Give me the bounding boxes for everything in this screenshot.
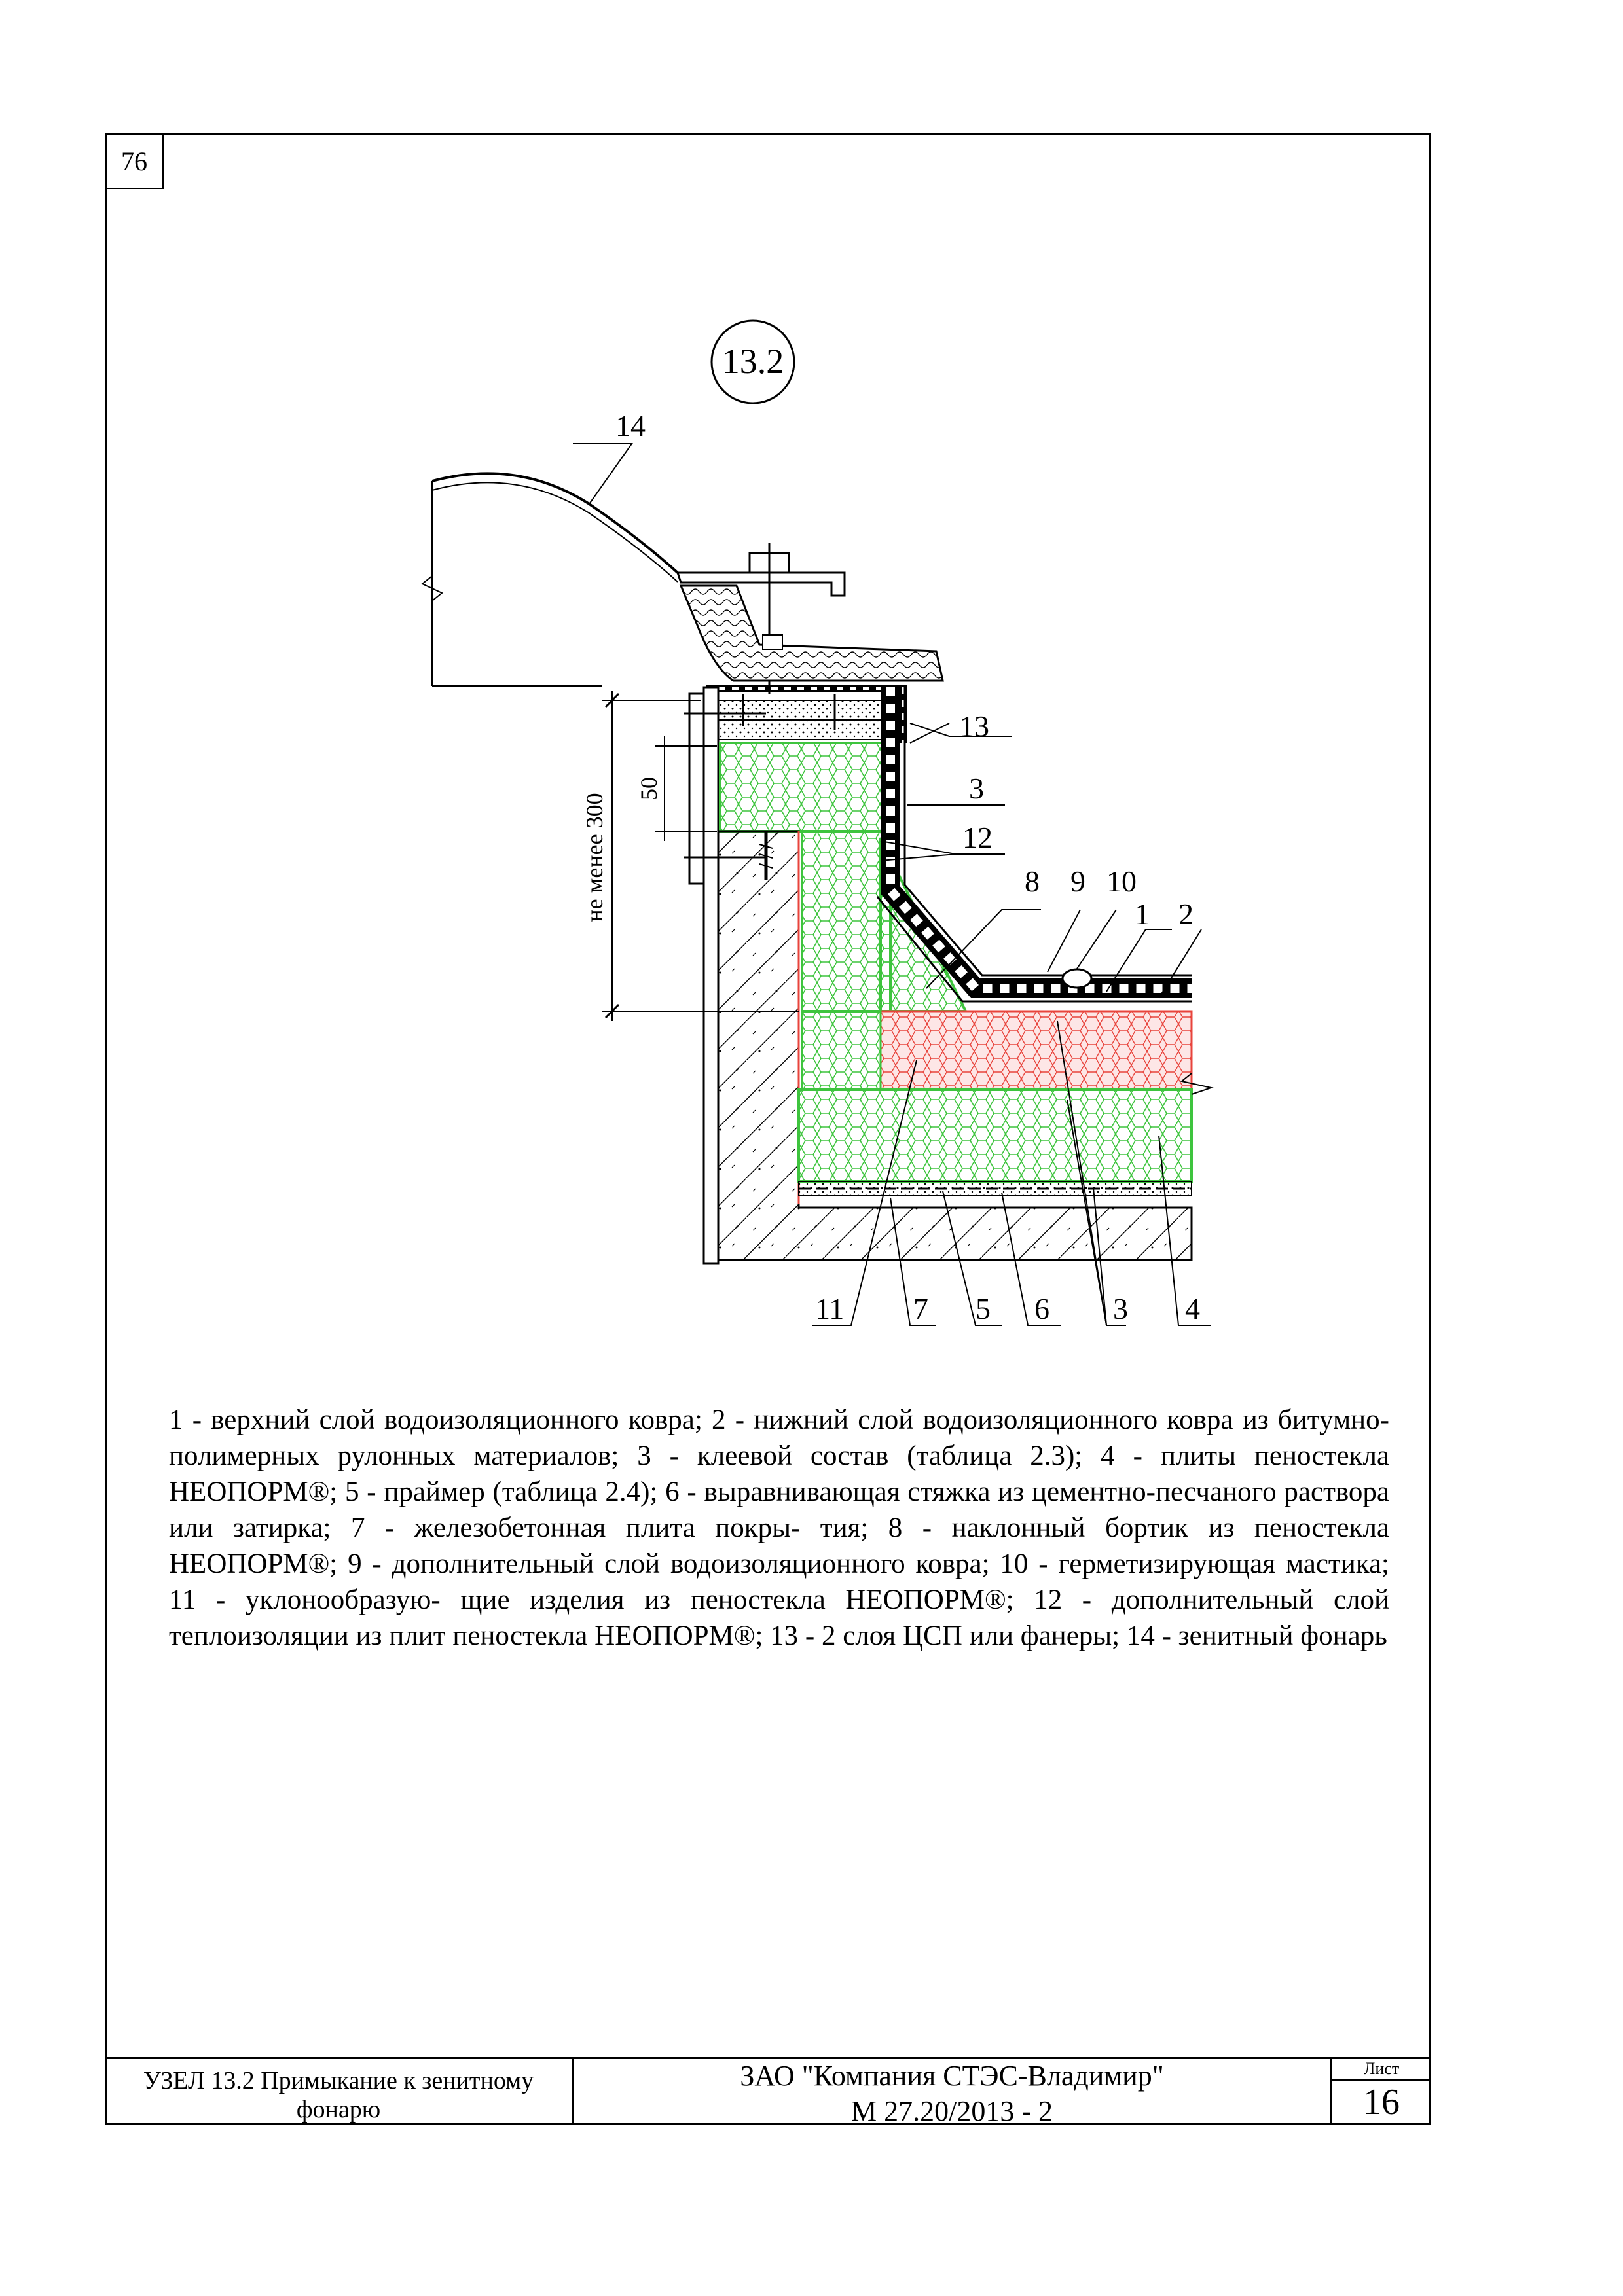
callout-14: 14 xyxy=(615,409,646,442)
callout-6: 6 xyxy=(1034,1292,1049,1325)
dim-height-min: не менее 300 xyxy=(581,793,608,922)
callout-13: 13 xyxy=(959,709,989,743)
callout-9: 9 xyxy=(1070,865,1085,898)
callout-8: 8 xyxy=(1025,865,1040,898)
node-title-line2: фонарю xyxy=(296,2096,381,2123)
sheet-label: Лист xyxy=(1332,2057,1431,2081)
callout-10: 10 xyxy=(1106,865,1137,898)
callout-5: 5 xyxy=(976,1292,991,1325)
callout-3-bottom: 3 xyxy=(1113,1292,1128,1325)
foam-glass-plates xyxy=(799,1090,1192,1181)
page-number: 76 xyxy=(105,133,164,189)
sheet-number: 16 xyxy=(1363,2082,1400,2123)
node-title-line1: УЗЕЛ 13.2 Примыкание к зенитному xyxy=(143,2067,534,2094)
skylight-base xyxy=(681,586,943,681)
dim-gap: 50 xyxy=(636,777,662,800)
company-block xyxy=(574,2057,1332,2125)
sealing-mastic xyxy=(1063,969,1091,988)
callout-3-top: 3 xyxy=(969,772,984,805)
steel-upstand xyxy=(704,687,718,1263)
additional-insulation-side xyxy=(802,831,890,1011)
additional-insulation-top xyxy=(720,743,890,831)
node-label: 13.2 xyxy=(721,342,784,381)
callout-12: 12 xyxy=(962,821,993,854)
document-code: М 27.20/2013 - 2 xyxy=(851,2095,1053,2127)
callout-1: 1 xyxy=(1135,897,1150,931)
company-name: ЗАО "Компания СТЭС-Владимир" xyxy=(740,2060,1164,2092)
callout-11: 11 xyxy=(815,1292,845,1325)
callout-4: 4 xyxy=(1185,1292,1200,1325)
skylight-dome xyxy=(432,473,678,573)
title-block xyxy=(105,2057,1431,2125)
slope-forming-panels xyxy=(881,1011,1192,1090)
legend-text: 1 - верхний слой водоизоляционного ковра; 2 - нижний слой водоизоляционного ковра из битумно-полимерных рулонных материалов; 3 - клеевой состав (таблица 2.3); 4 - плиты пеностекла НЕОПОРМ®; 5 - праймер (таблица 2.4); 6 - выравнивающая стяжка из цементно-песчаного раствора или затирка; 7 - железобетонная плита покры- тия; 8 - наклонный бортик из пеностекла НЕОПОРМ®; 9 - дополнительный слой водоизоляционного ковра; 10 - герметизирующая мастика; 11 - уклонообразую- щие изделия из пеностекла НЕОПОРМ®; 12 - дополнительный слой теплоизоляции из плит пеностекла НЕОПОРМ®; 13 - 2 слоя ЦСП или фанеры; 14 - зенитный фонарь xyxy=(169,1405,1389,1651)
node-title xyxy=(105,2057,574,2125)
callout-7: 7 xyxy=(913,1292,928,1325)
callout-2: 2 xyxy=(1178,897,1194,931)
